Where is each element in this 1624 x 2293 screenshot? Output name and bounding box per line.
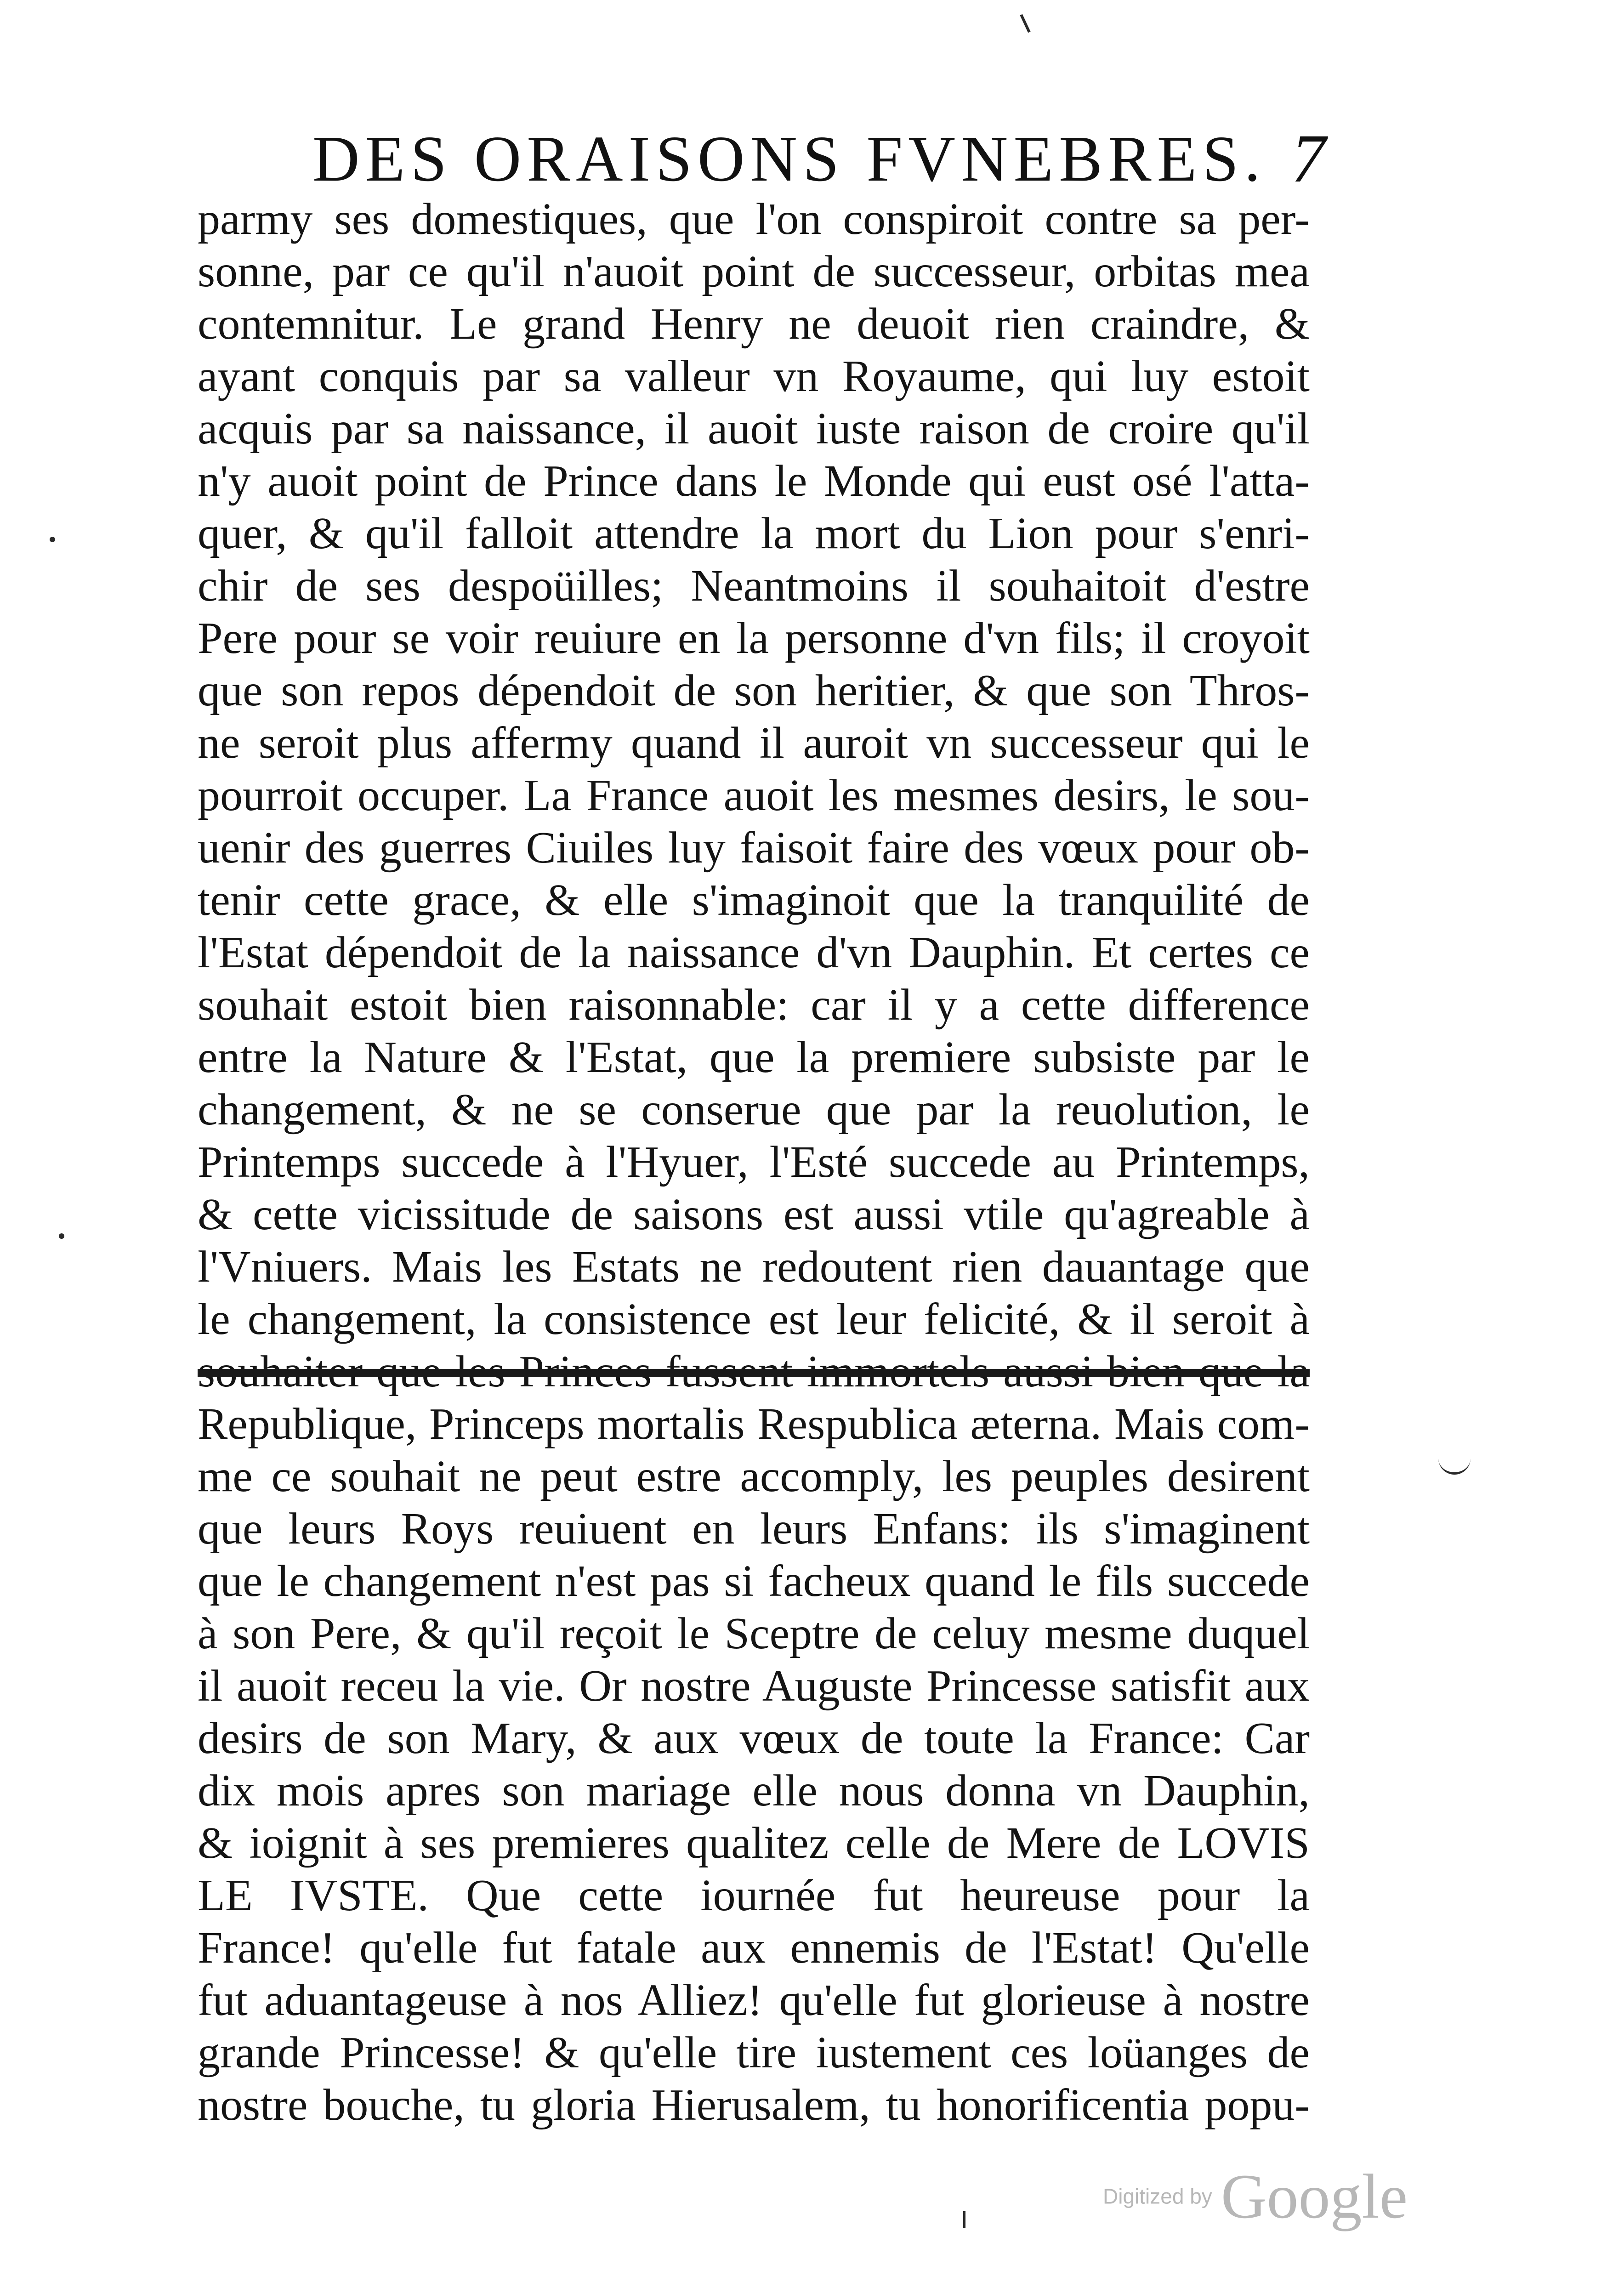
- text-line: l'Vniuers. Mais les Estats ne redoutent rien dauantage que: [198, 1242, 1310, 1292]
- text-line: entre la Nature & l'Estat, que la premiere subsiste par le: [198, 1033, 1310, 1082]
- text-line: parmy ses domestiques, que l'on conspiroit contre sa per-: [198, 194, 1310, 244]
- text-line: l'Estat dépendoit de la naissance d'vn Dauphin. Et certes ce: [198, 928, 1310, 977]
- text-line: que leurs Roys reuiuent en leurs Enfans: ils s'imaginent: [198, 1504, 1310, 1554]
- text-line: contemnitur. Le grand Henry ne deuoit rien craindre, &: [198, 299, 1310, 349]
- text-line: tenir cette grace, & elle s'imaginoit que la tranquilité de: [198, 875, 1310, 925]
- struck-text-line: souhaiter que les Princes fussent immortels aussi bien que la: [198, 1347, 1310, 1396]
- google-logo: Google: [1221, 2161, 1408, 2231]
- text-line: me ce souhait ne peut estre accomply, les peuples desirent: [198, 1452, 1310, 1501]
- text-line: fut aduantageuse à nos Alliez! qu'elle fut glorieuse à nostre: [198, 1975, 1310, 2025]
- scan-speck: [963, 2211, 965, 2228]
- text-line: Republique, Princeps mortalis Respublica æterna. Mais com-: [198, 1399, 1310, 1449]
- running-title: DES ORAISONS FVNEBRES.: [312, 122, 1266, 195]
- body-text: [198, 193, 1310, 2131]
- text-line: chir de ses despoüilles; Neantmoins il souhaitoit d'estre: [198, 561, 1310, 611]
- text-line: LE IVSTE. Que cette iournée fut heureuse pour la: [198, 1871, 1310, 1920]
- text-line: souhait estoit bien raisonnable: car il y a cette difference: [198, 980, 1310, 1030]
- text-line: le changement, la consistence est leur felicité, & il seroit à: [198, 1294, 1310, 1344]
- text-line: quer, & qu'il falloit attendre la mort du Lion pour s'enri-: [198, 509, 1310, 558]
- digitized-label: Digitized by: [1103, 2184, 1212, 2208]
- text-line: sonne, par ce qu'il n'auoit point de successeur, orbitas mea: [198, 247, 1310, 296]
- scan-speck: [1020, 14, 1030, 33]
- text-line: à son Pere, & qu'il reçoit le Sceptre de celuy mesme duquel: [198, 1609, 1310, 1658]
- page-number: 7: [1291, 120, 1326, 197]
- text-line: & cette vicissitude de saisons est aussi vtile qu'agreable à: [198, 1190, 1310, 1239]
- text-line: pourroit occuper. La France auoit les mesmes desirs, le sou-: [198, 771, 1310, 820]
- text-line: dix mois apres son mariage elle nous donna vn Dauphin,: [198, 1766, 1310, 1816]
- margin-mark: [1438, 1457, 1471, 1475]
- digitized-watermark: [1103, 2160, 1408, 2233]
- text-line: & ioignit à ses premieres qualitez celle de Mere de LOVIS: [198, 1818, 1310, 1868]
- text-line: que son repos dépendoit de son heritier, & que son Thros-: [198, 666, 1310, 715]
- text-line: que le changement n'est pas si facheux quand le fils succede: [198, 1556, 1310, 1606]
- text-line: ayant conquis par sa valleur vn Royaume, qui luy estoit: [198, 352, 1310, 401]
- text-line: n'y auoit point de Prince dans le Monde qui eust osé l'atta-: [198, 456, 1310, 506]
- text-line: changement, & ne se conserue que par la reuolution, le: [198, 1085, 1310, 1135]
- text-line: il auoit receu la vie. Or nostre Auguste Princesse satisfit aux: [198, 1661, 1310, 1711]
- text-line: Pere pour se voir reuiure en la personne d'vn fils; il croyoit: [198, 613, 1310, 663]
- text-line: uenir des guerres Ciuiles luy faisoit faire des vœux pour ob-: [198, 823, 1310, 873]
- text-line: grande Princesse! & qu'elle tire iustement ces loüanges de: [198, 2028, 1310, 2077]
- text-line: Printemps succede à l'Hyuer, l'Esté succede au Printemps,: [198, 1137, 1310, 1187]
- scan-speck: [59, 1233, 64, 1239]
- text-line: desirs de son Mary, & aux vœux de toute la France: Car: [198, 1714, 1310, 1763]
- text-line: France! qu'elle fut fatale aux ennemis de l'Estat! Qu'elle: [198, 1923, 1310, 1973]
- text-line: acquis par sa naissance, il auoit iuste raison de croire qu'il: [198, 404, 1310, 454]
- text-line: nostre bouche, tu gloria Hierusalem, tu honorificentia popu-: [198, 2080, 1310, 2130]
- text-line: ne seroit plus affermy quand il auroit vn successeur qui le: [198, 718, 1310, 768]
- scan-speck: [50, 537, 55, 542]
